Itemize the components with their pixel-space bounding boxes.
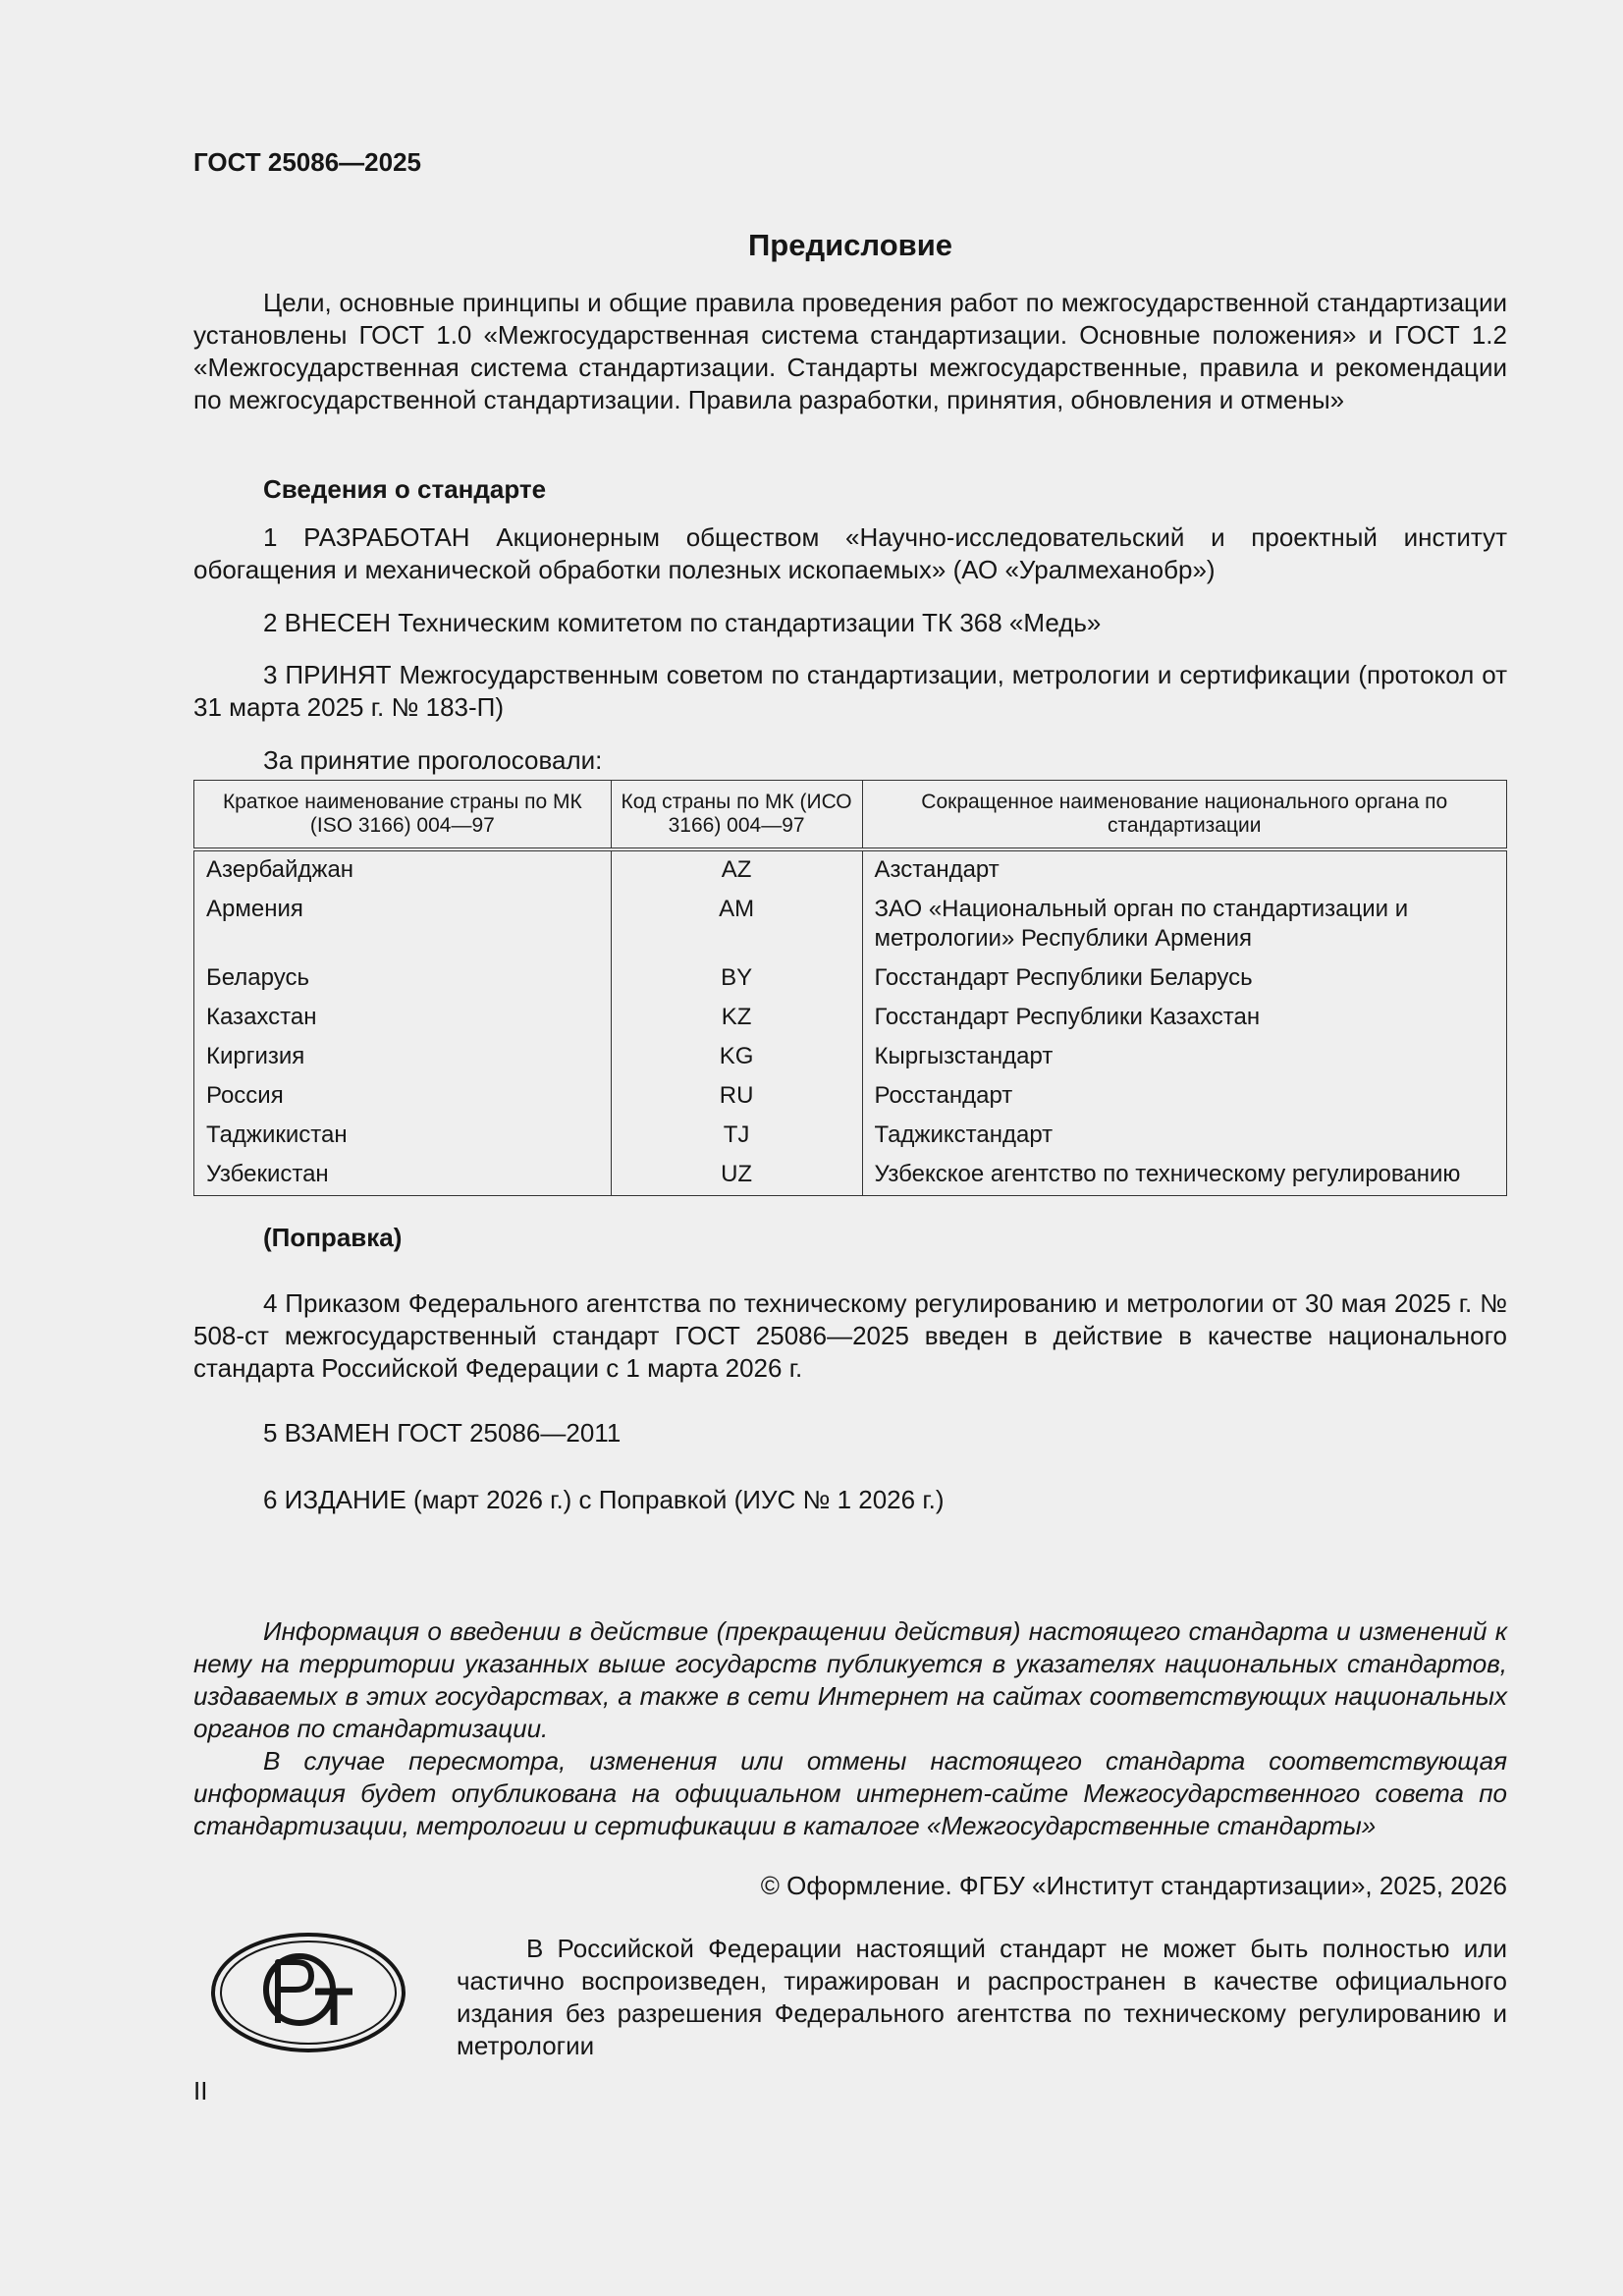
cell-body: Госстандарт Республики Казахстан [862,999,1507,1038]
cell-country: Узбекистан [194,1156,612,1196]
cell-code: KZ [611,999,862,1038]
standard-code: ГОСТ 25086—2025 [193,147,421,177]
document-page [193,0,1507,2296]
cell-code: UZ [611,1156,862,1196]
table-row [194,891,1507,959]
rst-logo-icon [209,1931,407,2054]
cell-body: Узбекское агентство по техническому регулированию [862,1156,1507,1196]
table-row [194,1077,1507,1117]
amendment-label: (Поправка) [263,1223,403,1252]
cell-body: Госстандарт Республики Беларусь [862,959,1507,999]
intro-paragraph: Цели, основные принципы и общие правила проведения работ по межгосударственной стандартизации установлены ГОСТ 1.0 «Межгосударственная система стандартизации. Основные положения» и ГОСТ 1.2 «Межгосударственная система стандартизации. Стандарты межгосударственные, правила и рекомендации по межгосударственной стандартизации. Правила разработки, принятия, обновления и отмены» [193,288,1507,414]
cell-country: Беларусь [194,959,612,999]
cell-country: Россия [194,1077,612,1117]
item-4: 4 Приказом Федерального агентства по техническому регулированию и метрологии от 30 мая 2025 г. № 508-ст межгосударственный стандарт ГОСТ 25086—2025 введен в действие в качестве национального стандарта Российской Федерации с 1 марта 2026 г. [193,1288,1507,1383]
cell-country: Армения [194,891,612,959]
cell-body: Кыргызстандарт [862,1038,1507,1077]
cell-body: Росстандарт [862,1077,1507,1117]
cell-country: Казахстан [194,999,612,1038]
item-2: 2 ВНЕСЕН Техническим комитетом по стандартизации ТК 368 «Медь» [263,608,1102,637]
table-row [194,1156,1507,1196]
table-header-row [194,781,1507,850]
item-6: 6 ИЗДАНИЕ (март 2026 г.) с Поправкой (ИУС № 1 2026 г.) [263,1485,945,1514]
cell-body: Азстандарт [862,849,1507,891]
table-row [194,1038,1507,1077]
cell-country: Таджикистан [194,1117,612,1156]
header-country: Краткое наименование страны по МК (ISO 3166) 004—97 [194,781,612,850]
item-1: 1 РАЗРАБОТАН Акционерным обществом «Научно-исследовательский и проектный институт обогащения и механической обработки полезных ископаемых» (АО «Уралмеханобр») [193,522,1507,584]
cell-code: AM [611,891,862,959]
copyright: © Оформление. ФГБУ «Институт стандартизации», 2025, 2026 [760,1871,1507,1900]
table-row [194,849,1507,891]
cell-country: Азербайджан [194,849,612,891]
cell-body: ЗАО «Национальный орган по стандартизации и метрологии» Республики Армения [862,891,1507,959]
member-states-table [193,780,1507,1196]
item-5: 5 ВЗАМЕН ГОСТ 25086—2011 [263,1418,622,1448]
cell-code: AZ [611,849,862,891]
vote-label: За принятие проголосовали: [263,745,603,775]
copyright-notice: В Российской Федерации настоящий стандарт не может быть полностью или частично воспроизведен, тиражирован и распространен в качестве официального издания без разрешения Федерального агентства по техническому регулированию и метрологии [457,1934,1507,2060]
cell-body: Таджикстандарт [862,1117,1507,1156]
page-title: Предисловие [747,228,952,262]
cell-code: RU [611,1077,862,1117]
header-code: Код страны по МК (ИСО 3166) 004—97 [611,781,862,850]
item-3: 3 ПРИНЯТ Межгосударственным советом по стандартизации, метрологии и сертификации (протокол от 31 марта 2025 г. № 183-П) [193,660,1507,722]
table-row [194,999,1507,1038]
cell-country: Киргизия [194,1038,612,1077]
info-note-2: В случае пересмотра, изменения или отмены настоящего стандарта соответствующая информация будет опубликована на официальном интернет-сайте Межгосударственного совета по стандартизации, метрологии и сертификации в каталоге «Межгосударственные стандарты» [193,1746,1507,1840]
cell-code: BY [611,959,862,999]
cell-code: TJ [611,1117,862,1156]
table-row [194,959,1507,999]
info-note-1: Информация о введении в действие (прекращении действия) настоящего стандарта и изменений к нему на территории указанных выше государств публикуется в указателях национальных стандартов, издаваемых в этих государствах, а также в сети Интернет на сайтах соответствующих национальных органов по стандартизации. [193,1616,1507,1743]
page-number: II [193,2076,208,2105]
header-body: Сокращенное наименование национального органа по стандартизации [862,781,1507,850]
table-row [194,1117,1507,1156]
cell-code: KG [611,1038,862,1077]
info-heading: Сведения о стандарте [263,474,547,504]
